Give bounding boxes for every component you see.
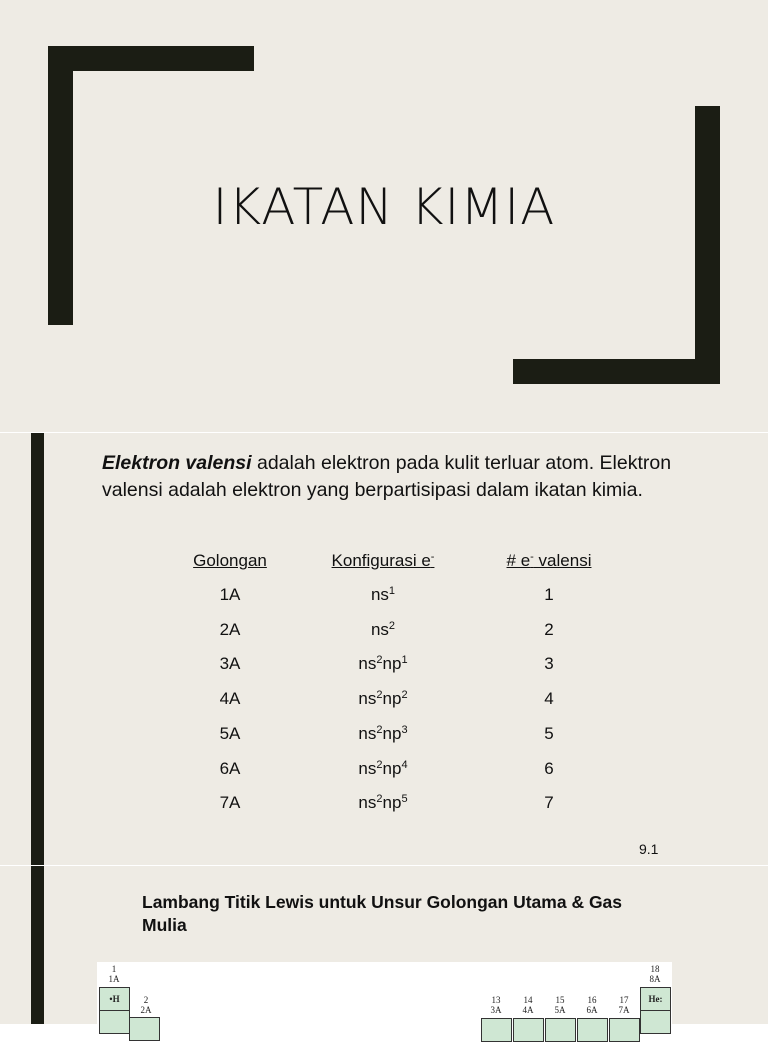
table-row bbox=[0, 793, 768, 823]
config-orbital: ns bbox=[358, 654, 377, 674]
group-14-number: 14 bbox=[523, 995, 533, 1005]
group-13-number: 13 bbox=[491, 995, 501, 1005]
config-exponent: 3 bbox=[401, 723, 408, 736]
li-cell bbox=[99, 1010, 130, 1034]
intro-text: adalah elektron pada kulit terluar atom. Elektron valensi adalah elektron yang berpartisipasi dalam ikatan kimia. bbox=[102, 452, 672, 501]
config-orbital: ns bbox=[358, 689, 377, 709]
group-17-name: 7A bbox=[618, 1005, 630, 1015]
group-cell: 6A bbox=[219, 758, 241, 778]
config-exponent: 2 bbox=[376, 654, 383, 667]
group-cell: 7A bbox=[219, 793, 241, 813]
config-cell bbox=[293, 620, 473, 640]
config-cell bbox=[293, 689, 473, 709]
config-orbital: np bbox=[382, 654, 402, 674]
left-accent-bar-2 bbox=[31, 866, 44, 1024]
group-cell: 3A bbox=[219, 654, 241, 674]
intro-paragraph bbox=[102, 450, 702, 503]
header-valensi-pre: # e bbox=[506, 551, 531, 570]
config-orbital: np bbox=[382, 758, 402, 778]
config-orbital: ns bbox=[370, 619, 389, 639]
config-orbital: np bbox=[382, 723, 402, 743]
config-exponent: 2 bbox=[376, 758, 383, 771]
group-18-name: 8A bbox=[649, 974, 661, 984]
group-17-number: 17 bbox=[619, 995, 629, 1005]
config-cell bbox=[293, 654, 473, 674]
group-16-name: 6A bbox=[586, 1005, 598, 1015]
ne-cell bbox=[640, 1010, 671, 1034]
table-row bbox=[0, 759, 768, 789]
o-cell bbox=[577, 1018, 608, 1042]
c-cell bbox=[513, 1018, 544, 1042]
valence-cell: 3 bbox=[544, 654, 554, 674]
frame-bar-top-left-horizontal bbox=[48, 46, 254, 71]
group-2-name: 2A bbox=[140, 1005, 152, 1015]
config-orbital: ns bbox=[358, 723, 377, 743]
valence-cell: 2 bbox=[544, 619, 554, 639]
config-orbital: ns bbox=[370, 585, 389, 604]
group-16-number: 16 bbox=[587, 995, 597, 1005]
group-cell: 5A bbox=[219, 723, 241, 743]
config-cell bbox=[293, 759, 473, 779]
he-cell: He: bbox=[640, 987, 671, 1011]
periodic-table-excerpt bbox=[97, 962, 672, 1024]
config-cell bbox=[293, 793, 473, 813]
table-header-row bbox=[0, 551, 768, 581]
config-exponent: 5 bbox=[401, 793, 408, 806]
lewis-title: Lambang Titik Lewis untuk Unsur Golongan Utama & Gas Mulia bbox=[142, 892, 623, 935]
header-golongan: Golongan bbox=[193, 551, 267, 570]
valence-cell: 6 bbox=[544, 758, 554, 778]
config-cell bbox=[293, 585, 473, 605]
config-orbital: np bbox=[382, 689, 402, 709]
table-row bbox=[0, 689, 768, 719]
group-14-name: 4A bbox=[522, 1005, 534, 1015]
table-row bbox=[0, 620, 768, 650]
slide-title: IKATAN KIMIA bbox=[212, 178, 556, 236]
config-exponent: 1 bbox=[401, 654, 408, 667]
config-exponent: 2 bbox=[376, 689, 383, 702]
group-1-name: 1A bbox=[108, 974, 120, 984]
h-cell: •H bbox=[99, 987, 130, 1011]
title-slide bbox=[0, 0, 768, 432]
valence-cell: 5 bbox=[544, 723, 554, 743]
config-exponent: 2 bbox=[376, 793, 383, 806]
config-exponent: 2 bbox=[401, 689, 408, 702]
table-row bbox=[0, 654, 768, 684]
group-18-number: 18 bbox=[650, 964, 660, 974]
b-cell bbox=[481, 1018, 512, 1042]
valence-cell: 1 bbox=[544, 585, 554, 604]
group-cell: 2A bbox=[219, 619, 241, 639]
intro-term: Elektron valensi bbox=[102, 452, 252, 474]
group-15-name: 5A bbox=[554, 1005, 566, 1015]
config-orbital: ns bbox=[358, 758, 377, 778]
header-valensi-post: valensi bbox=[533, 551, 592, 570]
group-15-number: 15 bbox=[555, 995, 565, 1005]
config-cell bbox=[293, 724, 473, 744]
config-orbital: np bbox=[382, 793, 402, 813]
header-valensi-sup: - bbox=[530, 551, 534, 563]
frame-bar-bottom-right-vertical bbox=[695, 106, 720, 384]
config-exponent: 2 bbox=[376, 723, 383, 736]
frame-bar-bottom-right-horizontal bbox=[513, 359, 720, 384]
valence-cell: 7 bbox=[544, 793, 554, 813]
group-cell: 4A bbox=[219, 689, 241, 709]
group-1-number: 1 bbox=[111, 964, 117, 974]
config-orbital: ns bbox=[358, 793, 377, 813]
group-13-name: 3A bbox=[490, 1005, 502, 1015]
header-valensi bbox=[459, 551, 639, 571]
config-exponent: 2 bbox=[388, 619, 396, 632]
group-cell: 1A bbox=[219, 585, 241, 604]
group-2-number: 2 bbox=[143, 995, 149, 1005]
header-konfigurasi-text: Konfigurasi e bbox=[331, 551, 431, 570]
valence-cell: 4 bbox=[544, 689, 554, 709]
n-cell bbox=[545, 1018, 576, 1042]
page-number: 9.1 bbox=[639, 841, 659, 857]
table-row bbox=[0, 585, 768, 615]
table-row bbox=[0, 724, 768, 754]
f-cell bbox=[609, 1018, 640, 1042]
header-konfigurasi bbox=[293, 551, 473, 571]
config-exponent: 1 bbox=[388, 585, 396, 597]
be-cell bbox=[129, 1017, 160, 1041]
config-exponent: 4 bbox=[401, 758, 408, 771]
header-konfigurasi-sup: - bbox=[430, 551, 435, 563]
